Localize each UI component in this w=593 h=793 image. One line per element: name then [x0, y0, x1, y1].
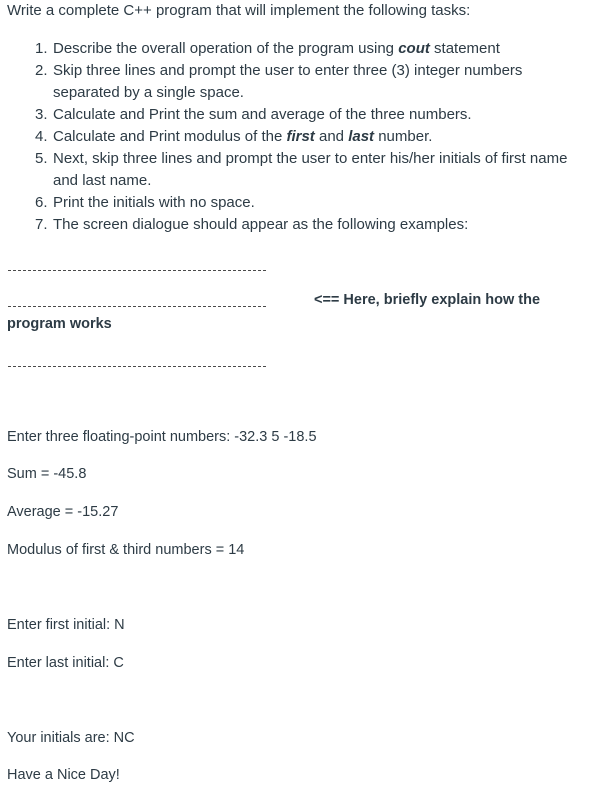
- dashed-divider: [8, 306, 266, 307]
- dialogue-average: Average = -15.27: [7, 504, 119, 520]
- task-text: Describe the overall operation of the program using: [53, 40, 399, 57]
- task-text: Next, skip three lines and prompt the user to enter his/her initials of first name and last name.: [53, 150, 568, 189]
- emphasis-cout: cout: [398, 40, 430, 57]
- task-text: and: [314, 128, 349, 145]
- dialogue-initials: Your initials are: NC: [7, 730, 135, 746]
- dialogue-last-initial: Enter last initial: C: [7, 655, 124, 671]
- task-number: 1.: [35, 40, 48, 57]
- dashed-divider: [8, 270, 266, 271]
- task-item-3: [35, 104, 591, 126]
- emphasis-first: first: [286, 128, 315, 145]
- dialogue-first-initial: Enter first initial: N: [7, 617, 125, 633]
- task-item-2: [35, 60, 591, 104]
- task-list: [35, 38, 591, 236]
- explain-note-continued: program works: [7, 316, 112, 332]
- task-text: statement: [429, 40, 500, 57]
- task-text: Skip three lines and prompt the user to enter three (3) integer numbers separated by a single space.: [53, 62, 523, 101]
- task-text: number.: [374, 128, 433, 145]
- task-number: 5.: [35, 150, 48, 167]
- dialogue-modulus: Modulus of first & third numbers = 14: [7, 542, 245, 558]
- task-item-6: [35, 192, 591, 214]
- dialogue-goodbye: Have a Nice Day!: [7, 767, 120, 783]
- task-text: The screen dialogue should appear as the following examples:: [53, 216, 469, 233]
- task-number: 7.: [35, 216, 48, 233]
- task-item-4: [35, 126, 591, 148]
- task-number: 6.: [35, 194, 48, 211]
- task-text: Calculate and Print modulus of the: [53, 128, 287, 145]
- explain-note: <== Here, briefly explain how the: [314, 292, 541, 308]
- dialogue-prompt-numbers: Enter three floating-point numbers: -32.3 5 -18.5: [7, 429, 317, 445]
- task-number: 2.: [35, 62, 48, 79]
- task-number: 3.: [35, 106, 48, 123]
- dialogue-sum: Sum = -45.8: [7, 466, 87, 482]
- task-item-5: [35, 148, 591, 192]
- emphasis-last: last: [348, 128, 375, 145]
- instructions-intro: Write a complete C++ program that will implement the following tasks:: [7, 2, 471, 19]
- task-text: Print the initials with no space.: [53, 194, 255, 211]
- task-item-7: [35, 214, 591, 236]
- dashed-divider: [8, 366, 266, 367]
- task-item-1: [35, 38, 591, 60]
- task-text: Calculate and Print the sum and average of the three numbers.: [53, 106, 472, 123]
- task-number: 4.: [35, 128, 48, 145]
